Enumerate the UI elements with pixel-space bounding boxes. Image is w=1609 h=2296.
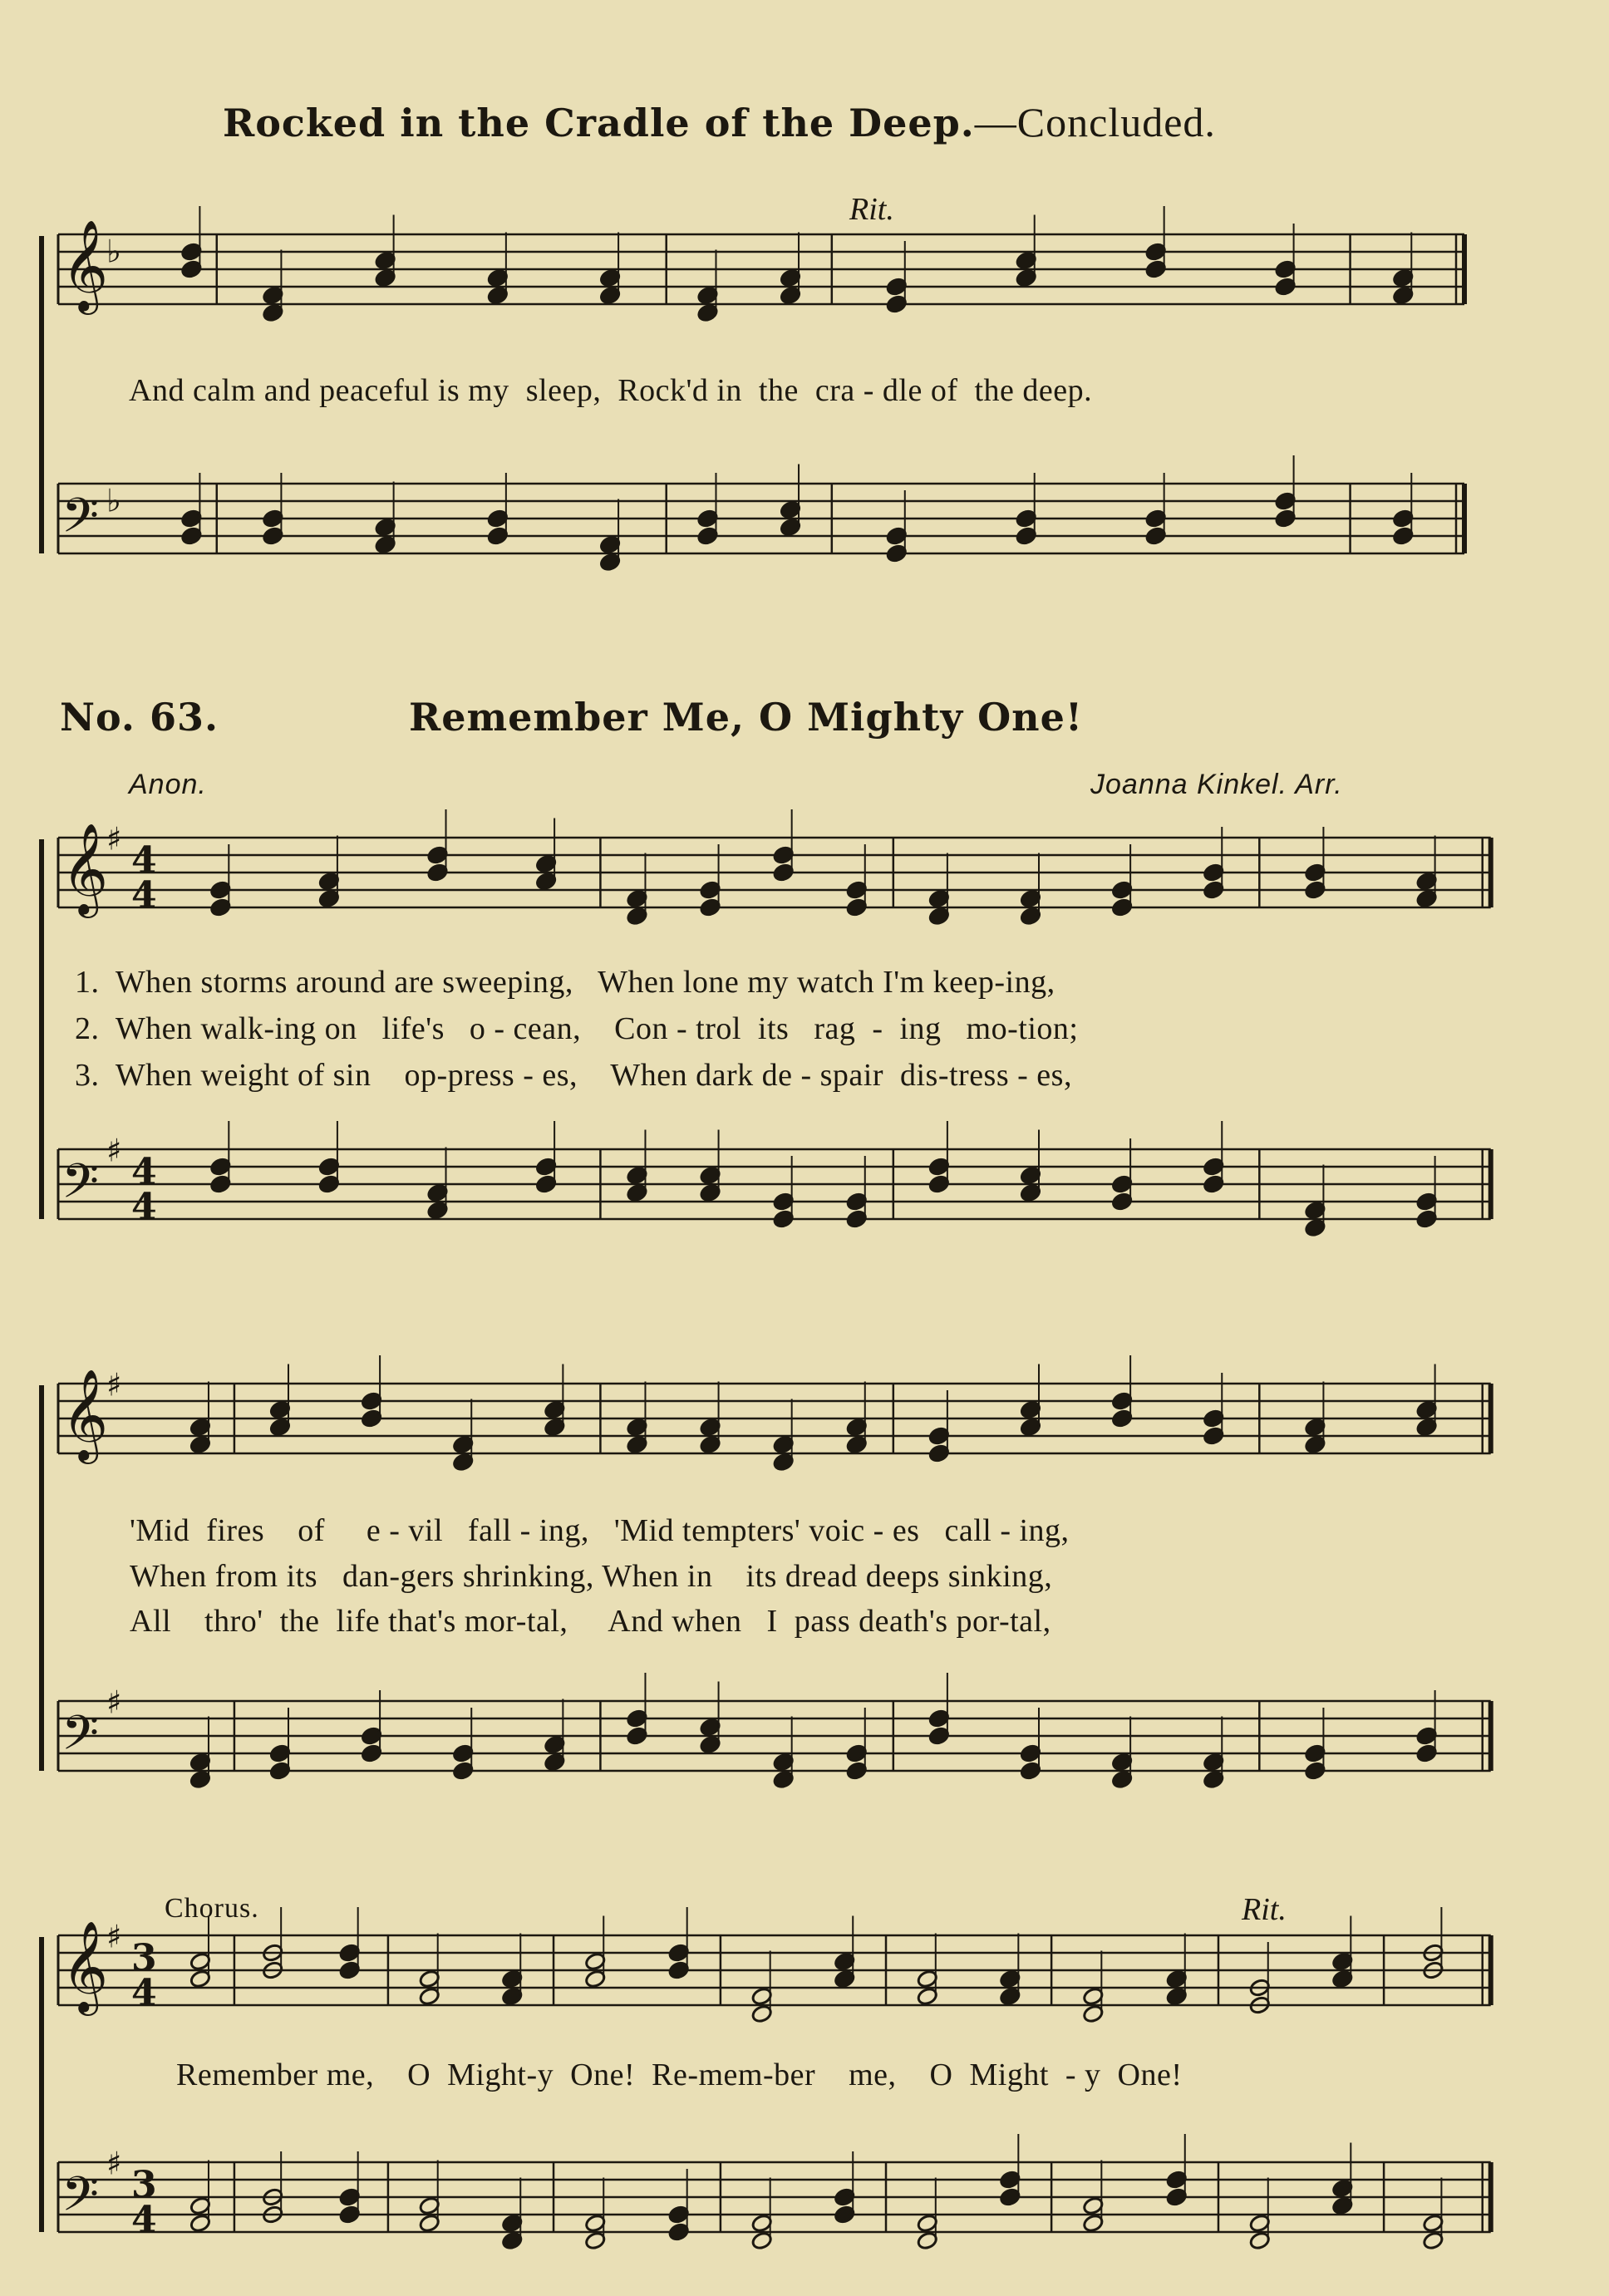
music-credit: Joanna Kinkel. Arr.	[1090, 769, 1343, 800]
ritardando-mark: Rit.	[849, 192, 894, 227]
words-credit: Anon.	[129, 769, 207, 800]
flat-key-signature: ♭	[106, 233, 121, 270]
bass-clef: 𝄢	[62, 1153, 100, 1222]
time-signature-top: 4	[131, 839, 157, 882]
bass-clef: 𝄢	[62, 1704, 100, 1773]
hymn-number: No. 63.	[60, 695, 219, 740]
time-signature-top: 3	[131, 2164, 157, 2206]
sharp-key-signature: ♯	[106, 1918, 122, 1955]
bass-clef: 𝄢	[62, 2166, 100, 2235]
verse-line-3b: All thro' the life that's mor-tal, And when I pass death's por-tal,	[130, 1604, 1051, 1639]
sharp-key-signature: ♯	[106, 1132, 122, 1169]
time-signature-bottom: 4	[131, 874, 157, 917]
verse-line-3a: 3. When weight of sin op-press - es, When dark de - spair dis-tress - es,	[75, 1058, 1072, 1093]
treble-clef: 𝄞	[62, 1369, 109, 1461]
chorus-ritardando-mark: Rit.	[1242, 1892, 1287, 1927]
time-signature-bottom: 4	[131, 2199, 157, 2241]
sharp-key-signature: ♯	[106, 1684, 122, 1721]
continuation-title	[223, 98, 1216, 146]
time-signature-bottom: 4	[131, 1186, 157, 1228]
chorus-label: Chorus.	[165, 1893, 259, 1924]
treble-clef: 𝄞	[62, 823, 109, 915]
verse-line-2b: When from its dan-gers shrinking, When in its dread deeps sinking,	[130, 1559, 1053, 1594]
continuation-title-text: Rocked in the Cradle of the Deep.	[223, 101, 975, 145]
chorus-lyric: Remember me, O Might-y One! Re-mem-ber me, O Might - y One!	[176, 2058, 1183, 2092]
sharp-key-signature: ♯	[106, 2145, 122, 2182]
time-signature-bottom: 4	[131, 1972, 157, 2014]
verse-line-1b: 'Mid fires of e - vil fall - ing, 'Mid tempters' voic - es call - ing,	[130, 1513, 1070, 1548]
sharp-key-signature: ♯	[106, 820, 122, 858]
hymn-title: Remember Me, O Mighty One!	[409, 695, 1084, 740]
bass-clef: 𝄢	[62, 487, 100, 556]
flat-key-signature: ♭	[106, 482, 121, 519]
treble-clef: 𝄞	[62, 219, 109, 312]
treble-clef: 𝄞	[62, 1920, 109, 2013]
concluded-label: —Concluded.	[974, 99, 1216, 145]
time-signature-top: 4	[131, 1151, 157, 1193]
verse-line-2a: 2. When walk-ing on life's o - cean, Con - trol its rag - ing mo-tion;	[75, 1011, 1079, 1046]
continuation-lyric: And calm and peaceful is my sleep, Rock'd in the cra - dle of the deep.	[129, 373, 1093, 408]
time-signature-top: 3	[131, 1937, 157, 1979]
sharp-key-signature: ♯	[106, 1366, 122, 1404]
verse-line-1a: 1. When storms around are sweeping, When lone my watch I'm keep-ing,	[75, 965, 1055, 1000]
